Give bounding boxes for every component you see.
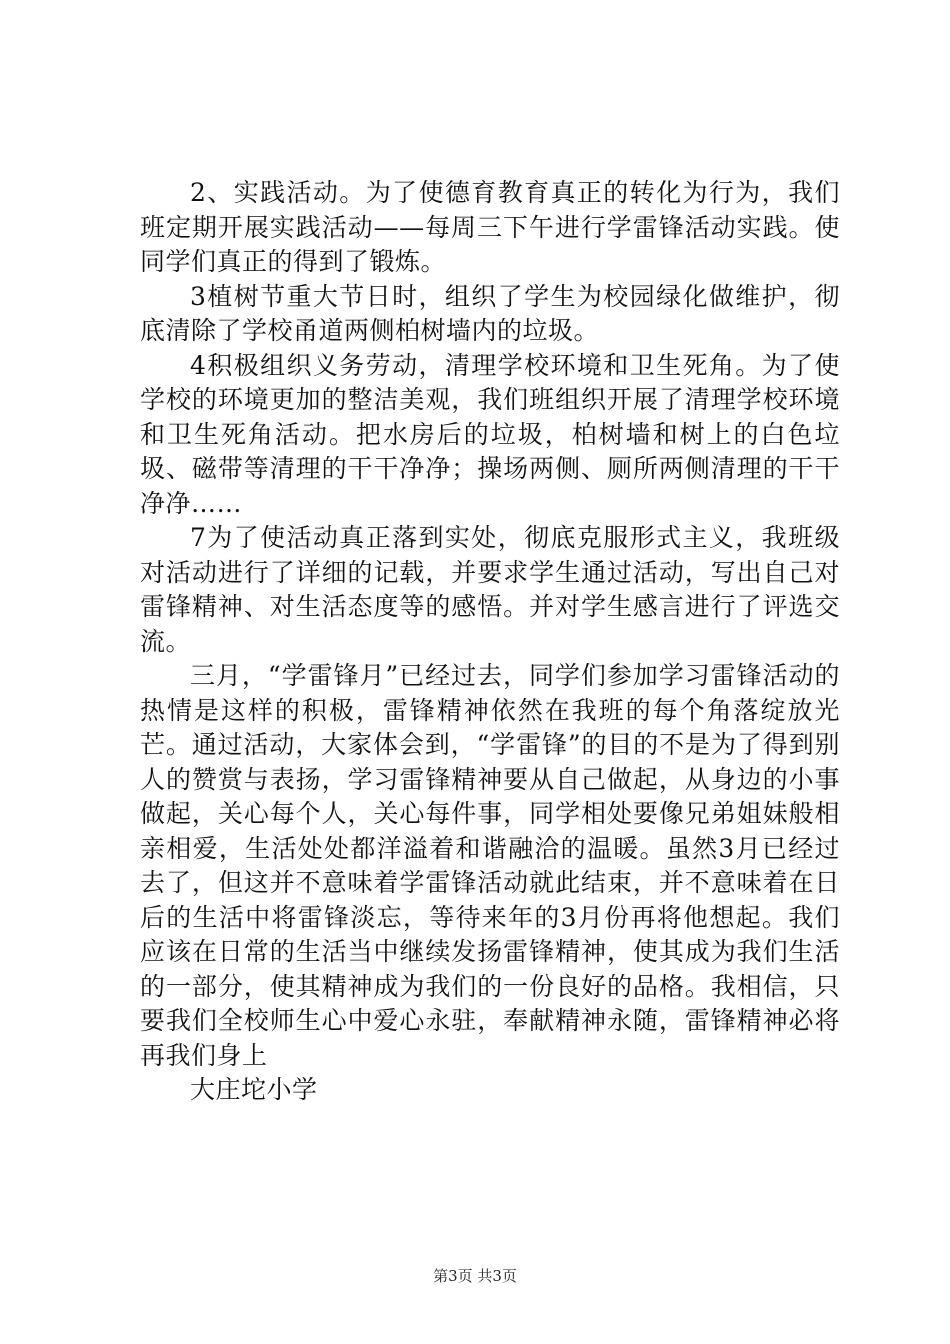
page-number-label: 第3页 共3页 bbox=[433, 1267, 517, 1285]
paragraph-practice-activities: 2、实践活动。为了使德育教育真正的转化为行为，我们班定期开展实践活动——每周三下午进行学雷锋活动实践。使同学们真正的得到了锻炼。 bbox=[140, 178, 840, 276]
page-footer bbox=[0, 1266, 950, 1286]
paragraph-volunteer-labor: 4积极组织义务劳动，清理学校环境和卫生死角。为了使学校的环境更加的整洁美观，我们班组织开展了清理学校环境和卫生死角活动。把水房后的垃圾，柏树墙和树上的白色垃圾、磁带等清理的干干净净；操场两侧、厕所两侧清理的干干净净…… bbox=[140, 350, 840, 518]
paragraph-conclusion: 三月，“学雷锋月”已经过去，同学们参加学习雷锋活动的热情是这样的积极，雷锋精神依然在我班的每个角落绽放光芒。通过活动，大家体会到，“学雷锋”的目的不是为了得到别人的赞赏与表扬，学习雷锋精神要从自己做起，从身边的小事做起，关心每个人，关心每件事，同学相处要像兄弟姐妹般相亲相爱，生活处处都洋溢着和谐融洽的温暖。虽然3月已经过去了，但这并不意味着学雷锋活动就此结束，并不意味着在日后的生活中将雷锋淡忘，等待来年的3月份再将他想起。我们应该在日常的生活当中继续发扬雷锋精神，使其成为我们生活的一部分，使其精神成为我们的一份良好的品格。我相信，只要我们全校师生心中爱心永驻，奉献精神永随，雷锋精神必将再我们身上 bbox=[140, 661, 840, 1070]
signature-school-name: 大庄坨小学 bbox=[190, 1075, 318, 1104]
paragraph-activity-records: 7为了使活动真正落到实处，彻底克服形式主义，我班级对活动进行了详细的记载，并要求学生通过活动，写出自己对雷锋精神、对生活态度等的感悟。并对学生感言进行了评选交流。 bbox=[140, 523, 840, 656]
document-body bbox=[140, 176, 840, 1108]
paragraph-arbor-day: 3植树节重大节日时，组织了学生为校园绿化做维护，彻底清除了学校甬道两侧柏树墙内的垃圾。 bbox=[140, 281, 840, 345]
